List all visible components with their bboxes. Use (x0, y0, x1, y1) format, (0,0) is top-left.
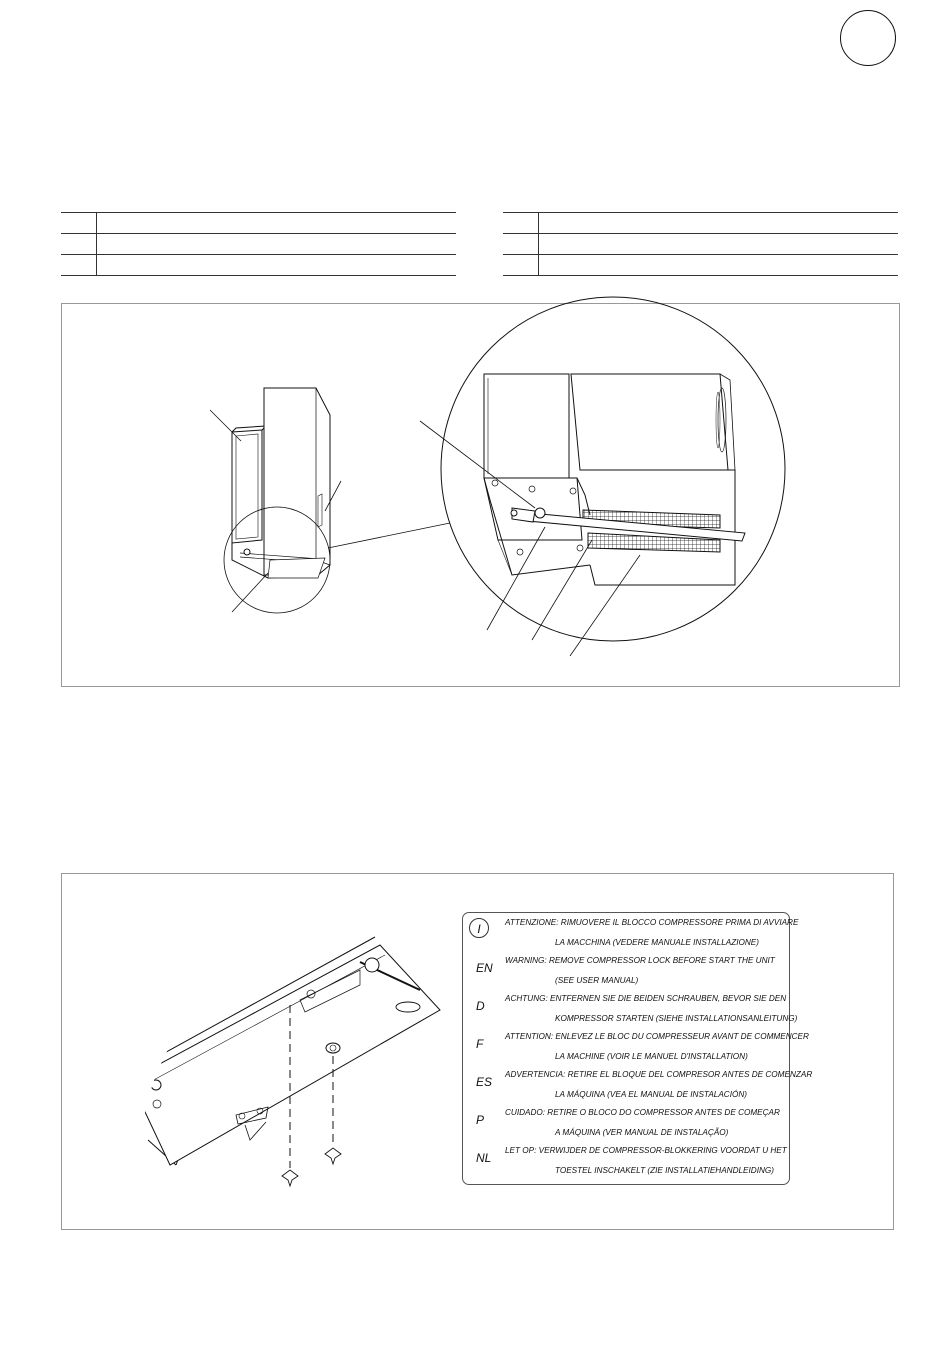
wing-screw-icon (282, 1148, 341, 1186)
warning-text: ACHTUNG: ENTFERNEN SIE DIE BEIDEN SCHRAUBEN, BEVOR SIE DEN (505, 994, 787, 1003)
warning-text: ATTENZIONE: RIMUOVERE IL BLOCCO COMPRESSORE PRIMA DI AVVIARE (505, 918, 799, 927)
warning-text: WARNING: REMOVE COMPRESSOR LOCK BEFORE START THE UNIT (505, 956, 775, 965)
unit-overview-drawing (232, 388, 330, 578)
warning-text: (SEE USER MANUAL) (555, 976, 639, 985)
language-code: I (469, 918, 489, 938)
warning-text: LET OP: VERWIJDER DE COMPRESSOR-BLOKKERING VOORDAT U HET (505, 1146, 787, 1155)
warning-text: LA MACHINE (VOIR LE MANUEL D'INSTALLATION) (555, 1052, 748, 1061)
language-code: NL (476, 1151, 492, 1165)
language-code: F (476, 1037, 484, 1051)
warning-text: LA MACCHINA (VEDERE MANUALE INSTALLAZIONE) (555, 938, 759, 947)
warning-text: ADVERTENCIA: RETIRE EL BLOQUE DEL COMPRESOR ANTES DE COMENZAR (505, 1070, 813, 1079)
warning-row-pt (463, 1105, 789, 1143)
warning-row-nl (463, 1143, 789, 1181)
detail-circle-large (441, 297, 785, 641)
language-code: D (476, 999, 485, 1013)
detail-connector-line (328, 523, 450, 548)
warning-row-en (463, 953, 789, 991)
warning-row-es (463, 1067, 813, 1105)
warning-text: ATTENTION: ENLEVEZ LE BLOC DU COMPRESSEUR AVANT DE COMMENCER (505, 1032, 809, 1041)
warning-text: CUIDADO: RETIRE O BLOCO DO COMPRESSOR ANTES DE COMEÇAR (505, 1108, 780, 1117)
language-code: ES (476, 1075, 493, 1089)
compressor-lock-detail-drawing (484, 374, 745, 585)
warning-row-fr (463, 1029, 809, 1067)
warning-text: TOESTEL INSCHAKELT (ZIE INSTALLATIEHANDLEIDING) (555, 1166, 774, 1175)
warning-row-de (463, 991, 798, 1029)
warning-label (462, 912, 813, 1185)
warning-text: A MÁQUINA (VER MANUAL DE INSTALAÇÃO) (555, 1128, 729, 1137)
warning-row-it (463, 915, 799, 953)
warning-text: LA MÁQUINA (VEA EL MANUAL DE INSTALACIÓN) (555, 1090, 747, 1099)
warning-text: KOMPRESSOR STARTEN (SIEHE INSTALLATIONSANLEITUNG) (555, 1014, 798, 1023)
compressor-base-drawing (130, 937, 440, 1165)
language-code: EN (476, 961, 493, 975)
language-code: P (476, 1113, 485, 1127)
